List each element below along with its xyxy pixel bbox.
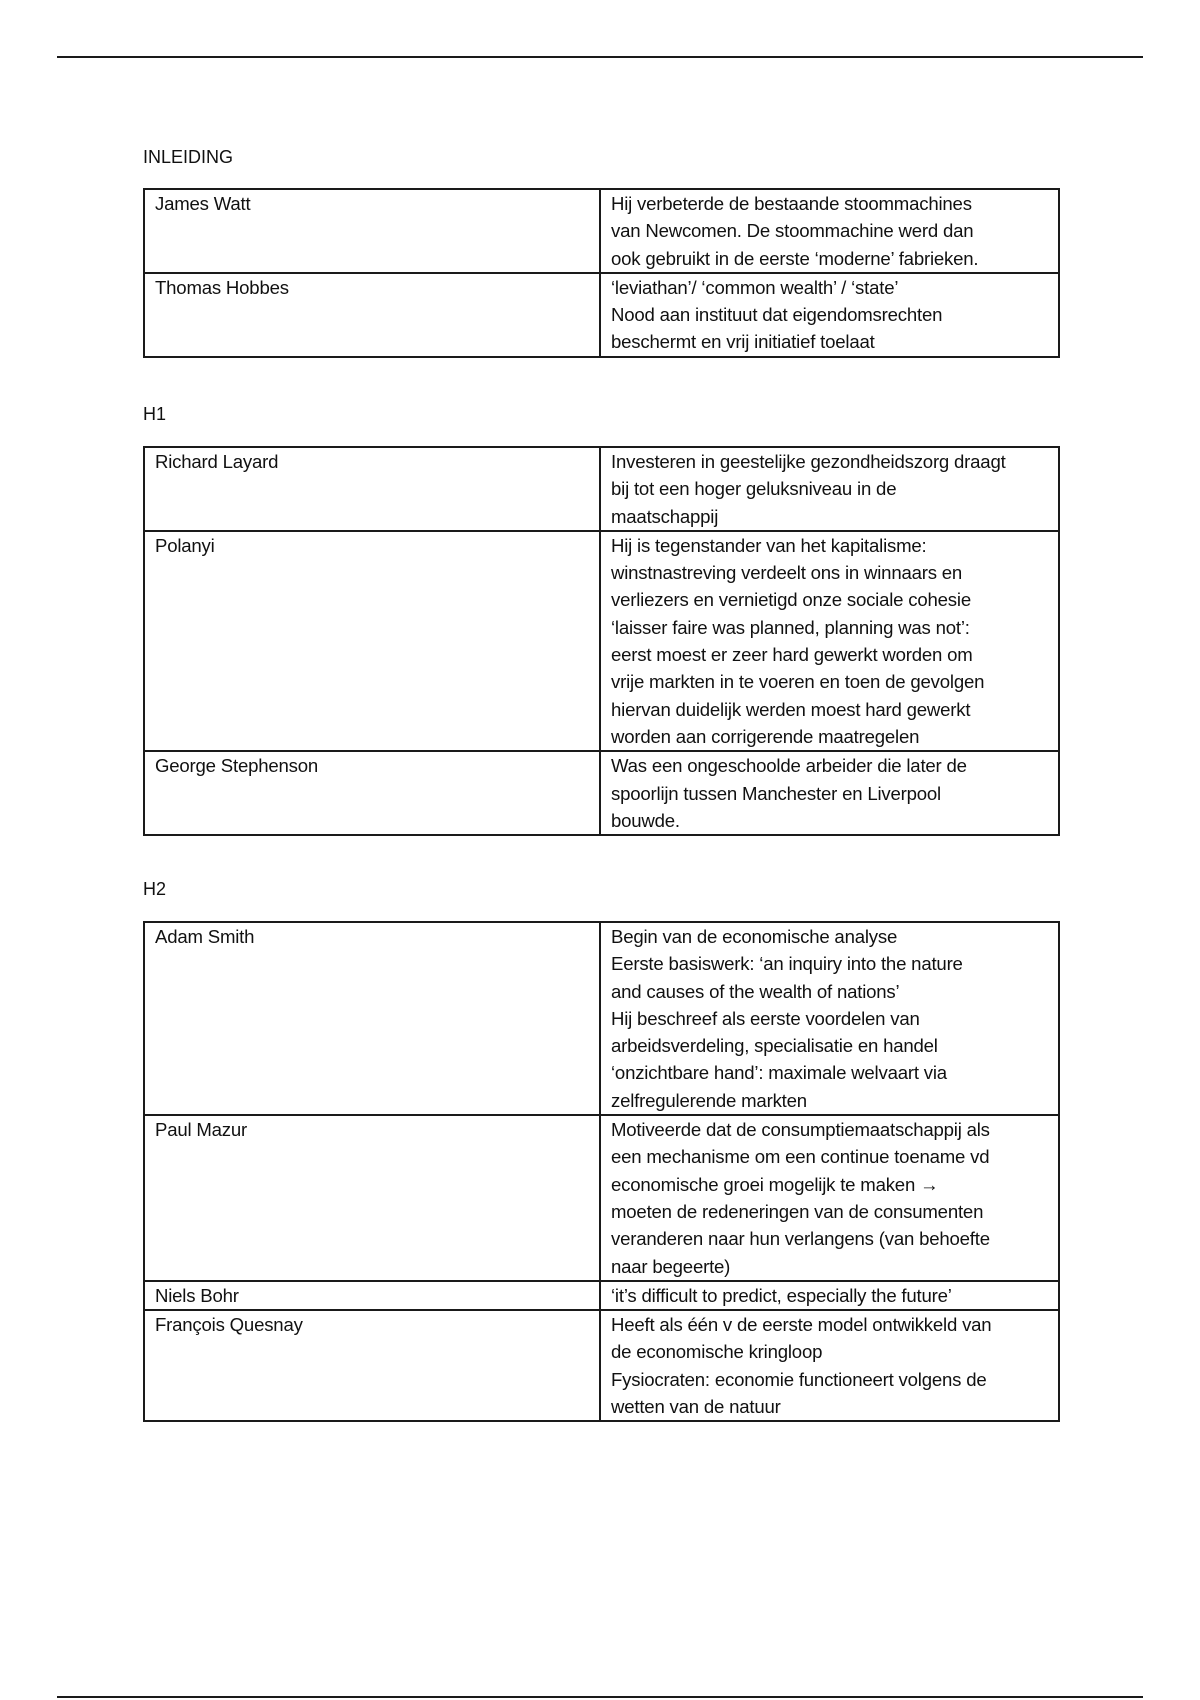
- page-top-rule: [57, 56, 1143, 58]
- table-row: [144, 1115, 1059, 1281]
- person-description: Begin van de economische analyse Eerste basiswerk: ‘an inquiry into the nature and causes of the wealth of nations’ Hij beschreef als eerste voordelen van arbeidsverdeling, specialisatie en handel ‘onzichtbare hand’: maximale welvaart via zelfregulerende markten: [600, 922, 1059, 1115]
- person-name: James Watt: [144, 189, 600, 273]
- table-row: [144, 751, 1059, 835]
- person-name: Niels Bohr: [144, 1281, 600, 1310]
- person-name: Richard Layard: [144, 447, 600, 531]
- person-description: Was een ongeschoolde arbeider die later de spoorlijn tussen Manchester en Liverpool bouwde.: [600, 751, 1059, 835]
- table-row: [144, 189, 1059, 273]
- person-name: Paul Mazur: [144, 1115, 600, 1281]
- person-description: Heeft als één v de eerste model ontwikkeld van de economische kringloop Fysiocraten: economie functioneert volgens de wetten van de natuur: [600, 1310, 1059, 1421]
- person-description: Hij is tegenstander van het kapitalisme: winstnastreving verdeelt ons in winnaars en verliezers en vernietigd onze sociale cohesie ‘laisser faire was planned, planning was not’: eerst moest er zeer hard gewerkt worden om vrije markten in te voeren en toen de gevolgen hiervan duidelijk werden moest hard gewerkt worden aan corrigerende maatregelen: [600, 531, 1059, 751]
- table-row: [144, 1281, 1059, 1310]
- page-bottom-rule: [57, 1696, 1143, 1698]
- table-h1: [143, 446, 1060, 836]
- person-name: Thomas Hobbes: [144, 273, 600, 357]
- table-row: [144, 447, 1059, 531]
- person-name: George Stephenson: [144, 751, 600, 835]
- section-heading-h2: H2: [143, 879, 167, 899]
- person-name: François Quesnay: [144, 1310, 600, 1421]
- table-row: [144, 273, 1059, 357]
- person-description: ‘leviathan’/ ‘common wealth’ / ‘state’ Nood aan instituut dat eigendomsrechten beschermt en vrij initiatief toelaat: [600, 273, 1059, 357]
- person-description: Investeren in geestelijke gezondheidszorg draagt bij tot een hoger geluksniveau in de maatschappij: [600, 447, 1059, 531]
- section-heading-inleiding: INLEIDING: [143, 147, 234, 167]
- table-row: [144, 1310, 1059, 1421]
- table-row: [144, 922, 1059, 1115]
- person-description: ‘it’s difficult to predict, especially the future’: [600, 1281, 1059, 1310]
- person-description: Motiveerde dat de consumptiemaatschappij als een mechanisme om een continue toename vd economische groei mogelijk te maken → moeten de redeneringen van de consumenten veranderen naar hun verlangens (van behoefte naar begeerte): [600, 1115, 1059, 1281]
- person-description: Hij verbeterde de bestaande stoommachines van Newcomen. De stoommachine werd dan ook gebruikt in de eerste ‘moderne’ fabrieken.: [600, 189, 1059, 273]
- table-row: [144, 531, 1059, 751]
- person-name: Polanyi: [144, 531, 600, 751]
- person-name: Adam Smith: [144, 922, 600, 1115]
- section-heading-h1: H1: [143, 404, 167, 424]
- table-inleiding: [143, 188, 1060, 358]
- table-h2: [143, 921, 1060, 1422]
